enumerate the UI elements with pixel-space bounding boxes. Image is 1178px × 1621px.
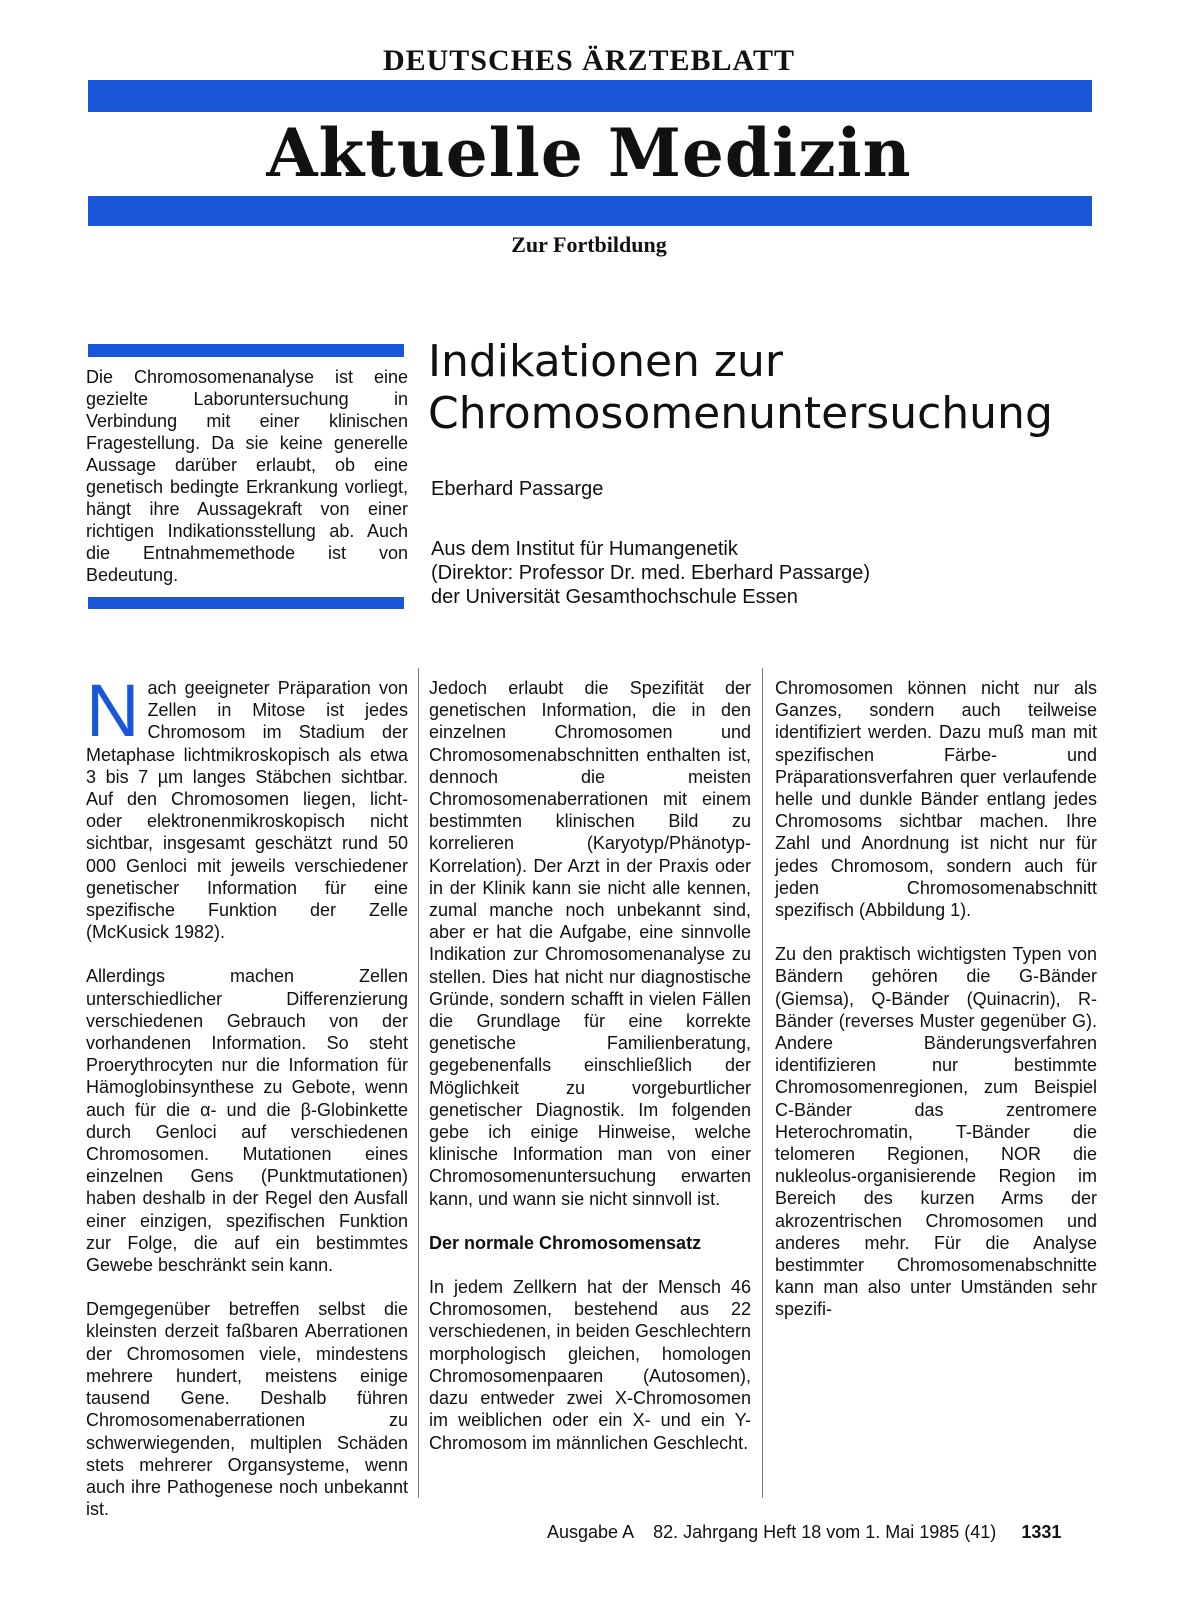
- body-paragraph: Jedoch erlaubt die Spezifität der genetischen Information, die in den einzelnen Chromosomen und Chromosomenabschnitten enthalten ist, dennoch die meisten Chromosomenaberrationen mit einem bestimmten klinischen Bild zu korrelieren (Karyotyp/Phänotyp-Korrelation). Der Arzt in der Praxis oder in der Klinik kann sie nicht alle kennen, zumal manche noch unbekannt sind, aber er hat die Aufgabe, eine sinnvolle Indikation zur Chromosomenanalyse zu stellen. Dies hat nicht nur diagnostische Gründe, sondern schafft in vielen Fällen die Grundlage für eine korrekte genetische Familienberatung, gegebenenfalls einschließlich der Möglichkeit zu vorgeburtlicher genetischer Diagnostik. Im folgenden gebe ich einige Hinweise, welche klinische Information man von einer Chromosomenuntersuchung erwarten kann, und wann sie nicht sinnvoll ist.: [429, 678, 751, 1209]
- body-paragraph: Chromosomen können nicht nur als Ganzes, sondern auch teilweise identifiziert werden. Dazu muß man mit spezifischen Färbe- und Präparationsverfahren quer verlaufende helle und dunkle Bänder entlang jedes Chromosoms sichtbar machen. Ihre Zahl und Anordnung ist nicht nur für jedes Chromosom, sondern auch für jeden Chromosomenabschnitt spezifisch (Abbildung 1).: [775, 678, 1097, 921]
- bottom-blue-band: [88, 196, 1092, 226]
- drop-cap: N: [86, 669, 140, 752]
- body-column-3: [775, 677, 1097, 1343]
- article-title-line-1: Indikationen zur: [428, 336, 783, 387]
- affiliation-line-2: (Direktor: Professor Dr. med. Eberhard Passarge): [431, 562, 871, 584]
- body-paragraph: Zu den praktisch wichtigsten Typen von Bändern gehören die G-Bänder (Giemsa), Q-Bänder (Quinacrin), R-Bänder (reverses Muster gegenüber G). Andere Bänderungsverfahren identifizieren nur bestimmte Chromosomenregionen, zum Beispiel C-Bänder das zentromere Heterochromatin, T-Bänder die telomeren Regionen, NOR die nukleolus-organisierende Region im Bereich des kurzen Arms der akrozentrischen Chromosomen und anderes mehr. Für die Analyse bestimmter Chromosomenabschnitte kann man also unter Umständen sehr spezifi-: [775, 944, 1097, 1320]
- body-column-1: [86, 669, 408, 1542]
- footer-edition: Ausgabe A: [547, 1522, 635, 1542]
- subsection-label: Zur Fortbildung: [511, 232, 667, 257]
- subheading: Der normale Chromosomensatz: [429, 1232, 702, 1253]
- abstract: Die Chromosomenanalyse ist eine gezielte Laboruntersuchung in Verbindung mit einer klinischen Fragestellung. Da sie keine generelle Aussage darüber erlaubt, ob eine genetisch bedingte Erkrankung vorliegt, hängt ihre Aussagekraft von einer richtigen Indikationsstellung ab. Auch die Entnahmemethode ist von Bedeutung.: [86, 367, 408, 585]
- footer-issue: 82. Jahrgang Heft 18 vom 1. Mai 1985 (41): [653, 1522, 997, 1542]
- abstract-top-rule: [88, 344, 404, 357]
- author: Eberhard Passarge: [431, 478, 604, 500]
- section-title: Aktuelle Medizin: [266, 114, 912, 192]
- article-title: [428, 336, 1128, 440]
- body-column-2: [429, 677, 751, 1476]
- affiliation-line-3: der Universität Gesamthochschule Essen: [431, 586, 798, 608]
- body-paragraph: Demgegenüber betreffen selbst die kleinsten derzeit faßbaren Aberrationen der Chromosomen viele, mindestens mehrere hundert, meistens einige tausend Gene. Deshalb führen Chromosomenaberrationen zu schwerwiegenden, multiplen Schäden stets mehrerer Organsysteme, wenn auch ihre Pathogenese noch unbekannt ist.: [86, 1299, 408, 1520]
- article-title-line-2: Chromosomenuntersuchung: [428, 388, 1053, 439]
- abstract-bottom-rule: [88, 597, 404, 609]
- body-paragraph: [86, 669, 408, 943]
- page-footer: [547, 1522, 1061, 1543]
- masthead: DEUTSCHES ÄRZTEBLATT: [382, 44, 796, 77]
- page-number: 1331: [1021, 1522, 1062, 1542]
- column-divider: [762, 668, 763, 1498]
- body-paragraph-text: ach geeigneter Präparation von Zellen in Mitose ist jedes Chromosom im Stadium der Metaphase lichtmikroskopisch als etwa 3 bis 7 µm langes Stäbchen sichtbar. Auf den Chromosomen liegen, licht- oder elektronenmikroskopisch nicht sichtbar, insgesamt geschätzt rund 50 000 Genloci mit jeweils verschiedener genetischer Information für eine spezifische Funktion der Zelle (McKusick 1982).: [86, 678, 408, 943]
- body-paragraph: In jedem Zellkern hat der Mensch 46 Chromosomen, bestehend aus 22 verschiedenen, in beiden Geschlechtern morphologisch gleichen, homologen Chromosomenpaaren (Autosomen), dazu entweder zwei X-Chromosomen im weiblichen oder ein X- und ein Y-Chromosom im männlichen Geschlecht.: [429, 1277, 751, 1453]
- column-divider: [418, 668, 419, 1498]
- affiliation-line-1: Aus dem Institut für Humangenetik: [431, 538, 738, 560]
- body-paragraph: Allerdings machen Zellen unterschiedlicher Differenzierung verschiedenen Gebrauch von der vorhandenen Information. So steht Proerythrocyten nur die Information für Hämoglobinsynthese zu Gebote, wenn auch für die α- und die β-Globinkette durch Genloci auf verschiedenen Chromosomen. Mutationen eines einzelnen Gens (Punktmutationen) haben deshalb in der Regel den Ausfall einer einzigen, spezifischen Funktion zur Folge, die auf ein bestimmtes Gewebe beschränkt sein kann.: [86, 966, 408, 1276]
- affiliation: [431, 537, 870, 609]
